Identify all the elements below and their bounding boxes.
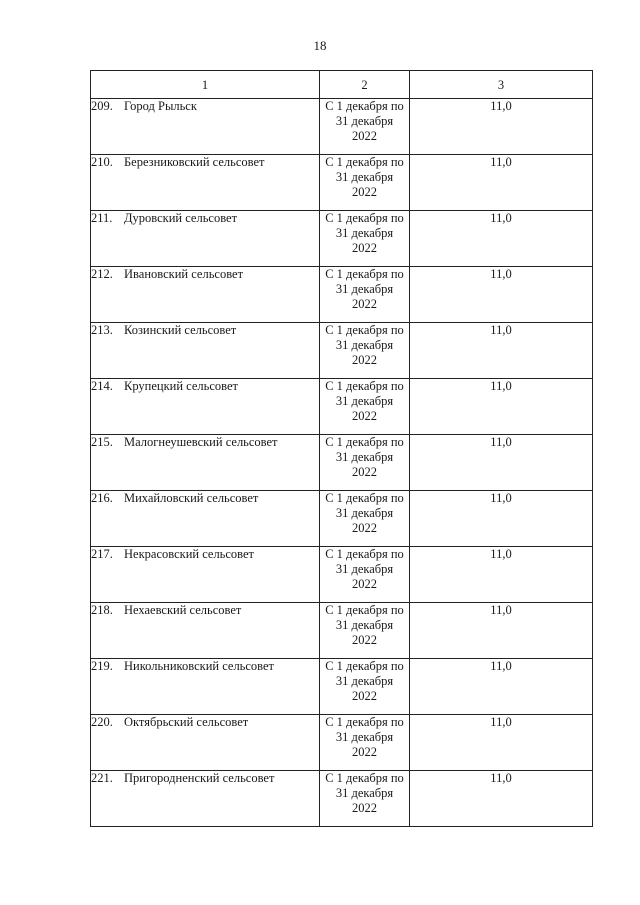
table-row [91, 771, 593, 827]
table-body [91, 99, 593, 827]
period-cell [320, 715, 410, 771]
municipality-name: Никольниковский сельсовет [124, 659, 275, 673]
rate-cell: 11,0 [410, 715, 593, 771]
rate-cell: 11,0 [410, 211, 593, 267]
municipality-cell [91, 659, 320, 715]
period-line: 2022 [352, 353, 377, 367]
municipality-name: Михайловский сельсовет [124, 491, 259, 505]
table-row [91, 155, 593, 211]
row-number: 213. [91, 323, 113, 337]
rate-cell: 11,0 [410, 603, 593, 659]
table-row [91, 603, 593, 659]
period-line: С 1 декабря по [325, 603, 404, 617]
period-line: 2022 [352, 577, 377, 591]
rate-cell: 11,0 [410, 155, 593, 211]
period-line: 2022 [352, 129, 377, 143]
period-cell [320, 659, 410, 715]
period-line: С 1 декабря по [325, 435, 404, 449]
period-cell [320, 603, 410, 659]
municipality-cell [91, 715, 320, 771]
period-line: 2022 [352, 801, 377, 815]
period-line: 31 декабря [335, 506, 394, 520]
row-number: 211. [91, 211, 113, 225]
municipality-cell [91, 323, 320, 379]
period-line: 31 декабря [335, 394, 394, 408]
row-number: 209. [91, 99, 113, 113]
period-line: 2022 [352, 297, 377, 311]
column-header-2: 2 [320, 71, 410, 99]
table-row [91, 99, 593, 155]
table-header [91, 71, 593, 99]
period-line: 2022 [352, 465, 377, 479]
period-line: 31 декабря [335, 618, 394, 632]
period-cell [320, 379, 410, 435]
table-row [91, 491, 593, 547]
period-cell [320, 155, 410, 211]
rate-cell: 11,0 [410, 435, 593, 491]
period-line: 31 декабря [335, 450, 394, 464]
row-number: 220. [91, 715, 113, 729]
period-line: 2022 [352, 409, 377, 423]
rate-cell: 11,0 [410, 659, 593, 715]
rate-cell: 11,0 [410, 547, 593, 603]
table-header-row [91, 71, 593, 99]
row-number: 210. [91, 155, 113, 169]
period-line: 2022 [352, 521, 377, 535]
rate-cell: 11,0 [410, 323, 593, 379]
municipality-name: Октябрьский сельсовет [124, 715, 249, 729]
row-number: 218. [91, 603, 113, 617]
municipality-name: Некрасовский сельсовет [124, 547, 255, 561]
row-number: 219. [91, 659, 113, 673]
row-number: 215. [91, 435, 113, 449]
municipality-cell [91, 379, 320, 435]
municipality-cell [91, 267, 320, 323]
period-line: 2022 [352, 633, 377, 647]
municipality-name: Малогнеушевский сельсовет [124, 435, 278, 449]
municipality-name: Нехаевский сельсовет [124, 603, 242, 617]
period-line: 31 декабря [335, 226, 394, 240]
column-header-1: 1 [91, 71, 320, 99]
period-line: С 1 декабря по [325, 211, 404, 225]
period-cell [320, 547, 410, 603]
period-cell [320, 771, 410, 827]
period-line: 31 декабря [335, 338, 394, 352]
rate-cell: 11,0 [410, 99, 593, 155]
period-line: С 1 декабря по [325, 155, 404, 169]
period-cell [320, 323, 410, 379]
rate-cell: 11,0 [410, 267, 593, 323]
period-line: С 1 декабря по [325, 491, 404, 505]
table-row [91, 659, 593, 715]
municipality-cell [91, 771, 320, 827]
period-line: С 1 декабря по [325, 323, 404, 337]
municipality-name: Крупецкий сельсовет [124, 379, 239, 393]
period-line: 31 декабря [335, 786, 394, 800]
column-header-3: 3 [410, 71, 593, 99]
period-cell [320, 99, 410, 155]
table-row [91, 715, 593, 771]
table-row [91, 379, 593, 435]
period-cell [320, 491, 410, 547]
period-cell [320, 211, 410, 267]
page-number: 18 [313, 38, 327, 53]
period-cell [320, 435, 410, 491]
period-line: 31 декабря [335, 674, 394, 688]
period-line: 31 декабря [335, 114, 394, 128]
row-number: 217. [91, 547, 113, 561]
period-line: 2022 [352, 241, 377, 255]
table-row [91, 211, 593, 267]
period-line: 31 декабря [335, 730, 394, 744]
municipality-name: Ивановский сельсовет [124, 267, 244, 281]
municipality-cell [91, 435, 320, 491]
rate-cell: 11,0 [410, 771, 593, 827]
municipality-name: Березниковский сельсовет [124, 155, 265, 169]
table-row [91, 547, 593, 603]
municipality-name: Пригородненский сельсовет [124, 771, 275, 785]
row-number: 216. [91, 491, 113, 505]
period-line: С 1 декабря по [325, 771, 404, 785]
municipality-cell [91, 211, 320, 267]
table-row [91, 323, 593, 379]
period-line: С 1 декабря по [325, 547, 404, 561]
municipality-cell [91, 99, 320, 155]
row-number: 212. [91, 267, 113, 281]
municipality-cell [91, 155, 320, 211]
period-line: С 1 декабря по [325, 99, 404, 113]
period-line: 31 декабря [335, 562, 394, 576]
table-row [91, 435, 593, 491]
period-line: 2022 [352, 185, 377, 199]
period-line: 31 декабря [335, 170, 394, 184]
period-line: 2022 [352, 689, 377, 703]
period-cell [320, 267, 410, 323]
rate-cell: 11,0 [410, 491, 593, 547]
municipality-cell [91, 491, 320, 547]
municipality-cell [91, 547, 320, 603]
period-line: С 1 декабря по [325, 659, 404, 673]
period-line: С 1 декабря по [325, 715, 404, 729]
municipality-name: Город Рыльск [124, 99, 197, 113]
period-line: С 1 декабря по [325, 267, 404, 281]
rate-cell: 11,0 [410, 379, 593, 435]
municipality-cell [91, 603, 320, 659]
table-row [91, 267, 593, 323]
period-line: С 1 декабря по [325, 379, 404, 393]
row-number: 214. [91, 379, 113, 393]
row-number: 221. [91, 771, 113, 785]
period-line: 31 декабря [335, 282, 394, 296]
municipality-name: Козинский сельсовет [124, 323, 237, 337]
tax-rate-table [90, 70, 593, 827]
period-line: 2022 [352, 745, 377, 759]
municipality-name: Дуровский сельсовет [124, 211, 238, 225]
